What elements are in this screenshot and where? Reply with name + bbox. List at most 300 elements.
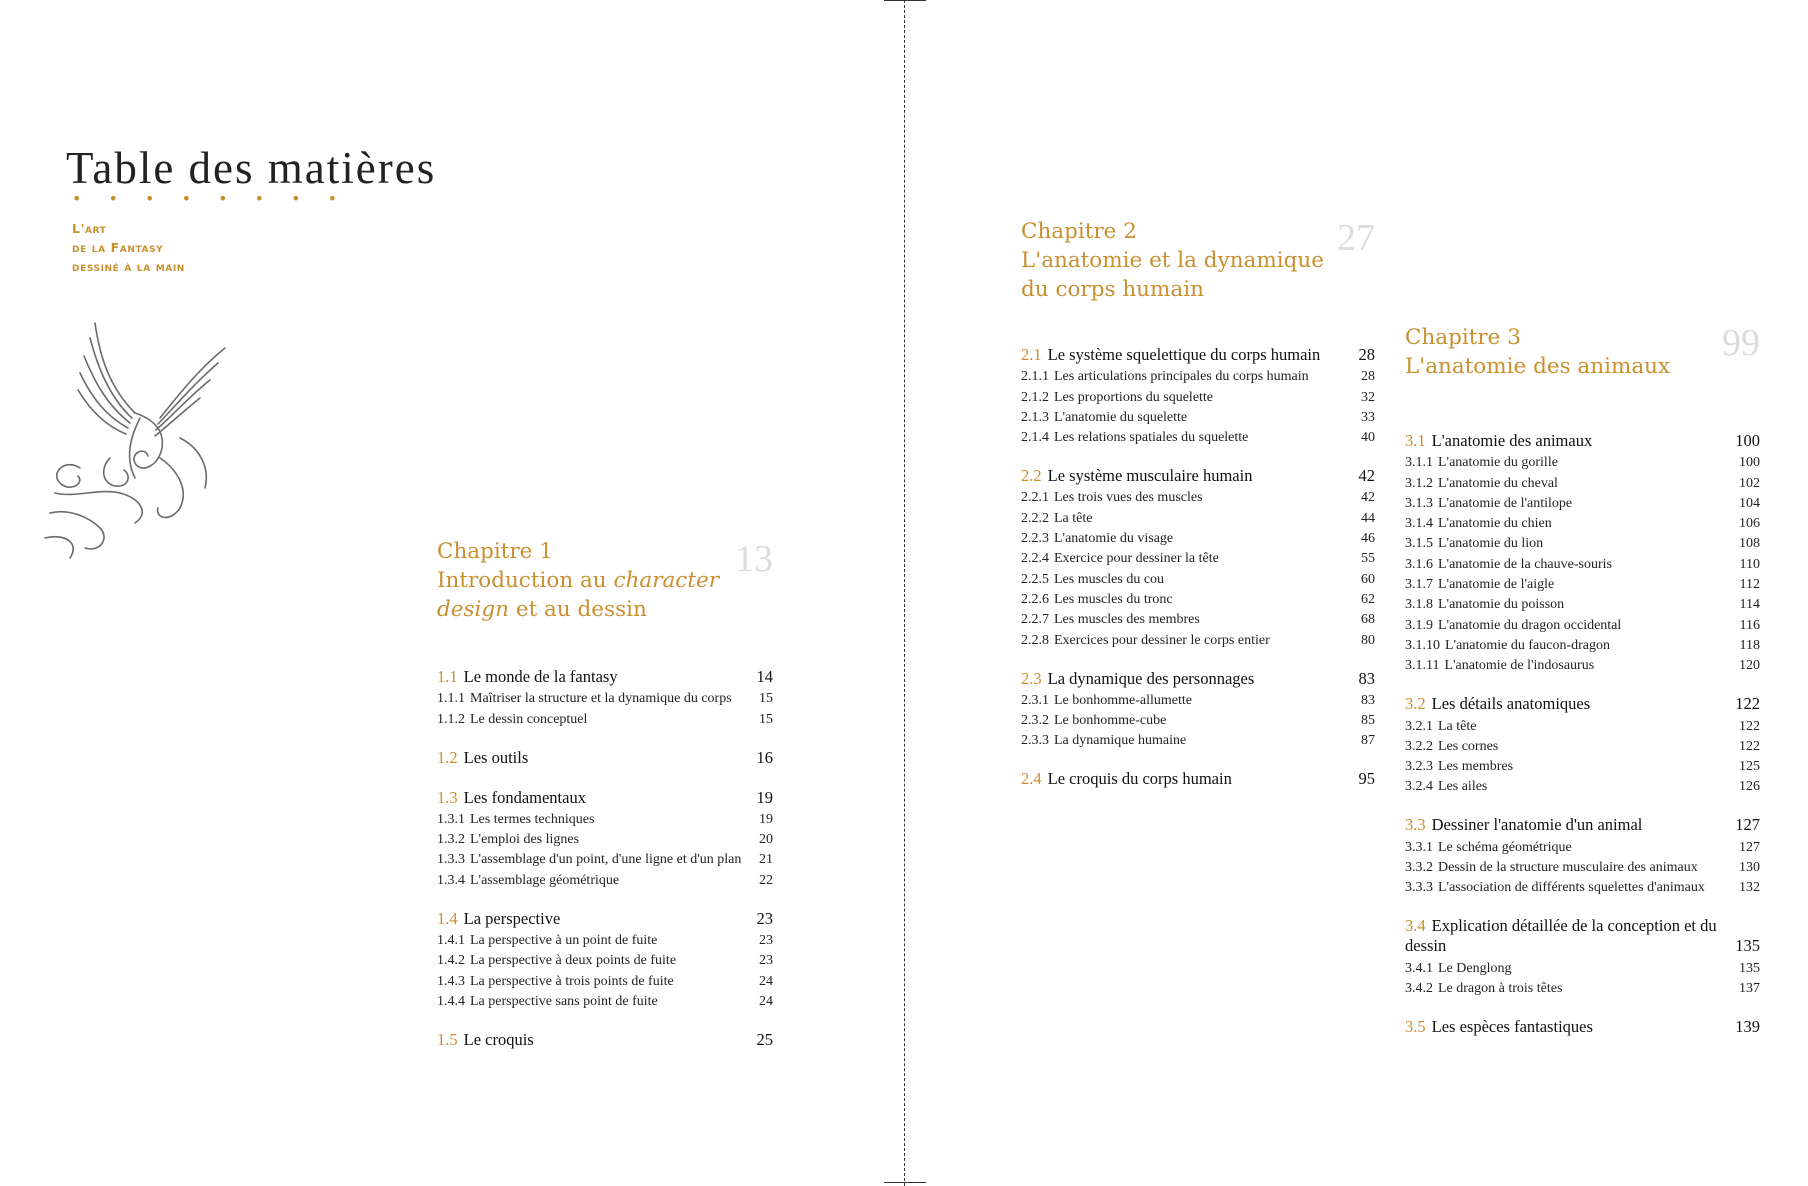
subsection-label bbox=[1405, 617, 1621, 634]
toc-section-entry[interactable] bbox=[1405, 431, 1760, 451]
section-page: 23 bbox=[756, 908, 773, 928]
toc-section-entry[interactable] bbox=[1405, 916, 1760, 956]
section-spacer bbox=[1021, 446, 1375, 466]
section-number: 3.4 bbox=[1405, 916, 1426, 936]
chapter-2 bbox=[1021, 217, 1375, 789]
section-number: 3.3 bbox=[1405, 815, 1426, 835]
section-title: Les outils bbox=[463, 747, 529, 767]
toc-subsection-entry[interactable] bbox=[1405, 657, 1760, 674]
subsection-page: 68 bbox=[1361, 612, 1375, 628]
subsection-label bbox=[1405, 596, 1564, 613]
subsection-page: 100 bbox=[1739, 455, 1760, 471]
toc-section-entry[interactable] bbox=[437, 909, 773, 929]
subsection-title: L'association de différents squelettes d'animaux bbox=[1438, 880, 1705, 896]
section-spacer bbox=[1021, 649, 1375, 669]
subsection-label bbox=[1405, 535, 1543, 552]
toc-subsection-entry[interactable] bbox=[1021, 712, 1375, 729]
toc-subsection-entry[interactable] bbox=[1405, 576, 1760, 593]
subsection-page: 104 bbox=[1739, 495, 1760, 511]
toc-subsection-entry[interactable] bbox=[437, 690, 773, 707]
subsection-title: L'assemblage d'un point, d'une ligne et d'un plan bbox=[470, 852, 742, 868]
section-title: Le système musculaire humain bbox=[1047, 466, 1253, 486]
toc-subsection-entry[interactable] bbox=[1021, 732, 1375, 749]
section-spacer bbox=[437, 889, 773, 909]
toc-subsection-entry[interactable] bbox=[1405, 535, 1760, 552]
section-page: 19 bbox=[756, 787, 773, 807]
subsection-page: 118 bbox=[1739, 637, 1760, 653]
subsection-label bbox=[1405, 576, 1554, 593]
subsection-title: Le bonhomme-cube bbox=[1054, 713, 1167, 729]
toc-section-entry[interactable] bbox=[437, 788, 773, 808]
subsection-title: Exercice pour dessiner la tête bbox=[1054, 551, 1219, 567]
toc-section-entry[interactable] bbox=[1021, 769, 1375, 789]
toc-subsection-entry[interactable] bbox=[437, 811, 773, 828]
section-title: Le croquis bbox=[463, 1029, 534, 1049]
subsection-number: 3.3.2 bbox=[1405, 860, 1433, 876]
toc-subsection-entry[interactable] bbox=[1405, 778, 1760, 795]
chapter-3 bbox=[1405, 323, 1760, 1037]
section-title: Le croquis du corps humain bbox=[1047, 769, 1232, 789]
subsection-label bbox=[1405, 839, 1572, 856]
subsection-number: 3.2.2 bbox=[1405, 738, 1433, 754]
section-spacer bbox=[437, 728, 773, 748]
section-page: 42 bbox=[1358, 466, 1375, 486]
toc-section-entry[interactable] bbox=[1021, 669, 1375, 689]
section-label bbox=[1405, 916, 1729, 956]
subsection-page: 120 bbox=[1739, 658, 1760, 674]
toc-subsection-entry[interactable] bbox=[1405, 718, 1760, 735]
toc-subsection-entry[interactable] bbox=[1021, 429, 1375, 446]
subsection-page: 132 bbox=[1739, 880, 1760, 896]
subsection-label bbox=[1021, 429, 1248, 446]
subsection-title: Maîtriser la structure et la dynamique du corps bbox=[470, 691, 732, 707]
subsection-title: La tête bbox=[1438, 718, 1477, 734]
toc-section-entry[interactable] bbox=[1021, 466, 1375, 486]
subsection-title: Les muscles du tronc bbox=[1054, 591, 1173, 607]
subsection-number: 3.1.11 bbox=[1405, 658, 1440, 674]
section-spacer bbox=[1405, 896, 1760, 916]
subsection-title: Le dragon à trois têtes bbox=[1438, 980, 1563, 996]
toc-subsection-entry[interactable] bbox=[437, 952, 773, 969]
toc-subsection-entry[interactable] bbox=[1021, 550, 1375, 567]
section-label bbox=[1021, 669, 1254, 689]
section-page: 127 bbox=[1735, 815, 1760, 835]
subsection-page: 116 bbox=[1739, 617, 1760, 633]
subsection-number: 3.1.7 bbox=[1405, 577, 1433, 593]
toc-subsection-entry[interactable] bbox=[1021, 389, 1375, 406]
section-title: Les détails anatomiques bbox=[1431, 694, 1591, 714]
subsection-label bbox=[1405, 879, 1705, 896]
subtitle-line: L'art bbox=[72, 221, 107, 236]
toc-section-entry[interactable] bbox=[1405, 1017, 1760, 1037]
subsection-title: L'anatomie du visage bbox=[1054, 531, 1174, 547]
subsection-label bbox=[1405, 980, 1562, 997]
toc-subsection-entry[interactable] bbox=[1021, 632, 1375, 649]
subsection-title: Le Denglong bbox=[1438, 960, 1512, 976]
subsection-page: 114 bbox=[1739, 597, 1760, 613]
toc-subsection-entry[interactable] bbox=[1405, 859, 1760, 876]
subsection-label bbox=[1021, 550, 1219, 567]
subsection-label bbox=[1405, 738, 1498, 755]
subsection-title: Les articulations principales du corps humain bbox=[1054, 369, 1309, 385]
section-title: La perspective bbox=[463, 908, 561, 928]
section-title: Explication détaillée de la conception et du dessin bbox=[1405, 916, 1717, 956]
section-title: Le monde de la fantasy bbox=[463, 667, 618, 686]
toc-subsection-entry[interactable] bbox=[1405, 879, 1760, 896]
subsection-title: L'anatomie du faucon-dragon bbox=[1445, 637, 1611, 653]
subsection-number: 2.3.2 bbox=[1021, 713, 1049, 729]
subsection-title: Le schéma géométrique bbox=[1438, 839, 1572, 855]
section-label bbox=[1405, 694, 1590, 714]
toc-subsection-entry[interactable] bbox=[1021, 530, 1375, 547]
toc-subsection-entry[interactable] bbox=[1021, 368, 1375, 385]
section-number: 2.2 bbox=[1021, 466, 1042, 486]
subsection-number: 2.2.3 bbox=[1021, 531, 1049, 547]
subsection-number: 3.2.3 bbox=[1405, 759, 1433, 775]
section-page: 16 bbox=[756, 747, 773, 767]
subsection-title: L'assemblage géométrique bbox=[470, 872, 620, 888]
subsection-page: 112 bbox=[1739, 577, 1760, 593]
subsection-label bbox=[1405, 960, 1511, 977]
subsection-label bbox=[1405, 475, 1558, 492]
section-page: 135 bbox=[1735, 936, 1760, 956]
section-number: 3.2 bbox=[1405, 694, 1426, 714]
chapter-heading bbox=[437, 537, 773, 624]
chapter-heading bbox=[1405, 323, 1760, 381]
subsection-page: 55 bbox=[1361, 551, 1375, 567]
subsection-title: L'anatomie du poisson bbox=[1438, 597, 1565, 613]
section-number: 1.2 bbox=[437, 747, 458, 767]
subsection-title: Le bonhomme-allumette bbox=[1054, 692, 1193, 708]
section-number: 1.3 bbox=[437, 787, 458, 807]
subsection-page: 62 bbox=[1361, 591, 1375, 607]
section-spacer bbox=[1021, 749, 1375, 769]
section-number: 3.5 bbox=[1405, 1016, 1426, 1036]
subsection-title: Les relations spatiales du squelette bbox=[1054, 430, 1249, 446]
subsection-label bbox=[1405, 556, 1612, 573]
section-number: 3.1 bbox=[1405, 431, 1426, 450]
section-page: 139 bbox=[1735, 1016, 1760, 1036]
toc-subsection-entry[interactable] bbox=[1021, 591, 1375, 608]
toc-subsection-entry[interactable] bbox=[437, 831, 773, 848]
subsection-title: Les ailes bbox=[1438, 779, 1488, 795]
subsection-title: La perspective à deux points de fuite bbox=[470, 953, 677, 969]
subsection-label bbox=[437, 851, 741, 868]
subsection-number: 2.2.1 bbox=[1021, 490, 1049, 506]
subsection-title: Les muscles des membres bbox=[1054, 612, 1200, 628]
subsection-page: 85 bbox=[1361, 713, 1375, 729]
toc-subsection-entry[interactable] bbox=[437, 851, 773, 868]
subsection-label bbox=[1021, 732, 1186, 749]
chapter-title-line: L'anatomie des animaux bbox=[1405, 354, 1671, 379]
subsection-page: 44 bbox=[1361, 510, 1375, 526]
subsection-title: Exercices pour dessiner le corps entier bbox=[1054, 632, 1270, 648]
toc-subsection-entry[interactable] bbox=[1021, 510, 1375, 527]
subsection-title: L'anatomie de la chauve-souris bbox=[1438, 556, 1612, 572]
subsection-title: La perspective à un point de fuite bbox=[470, 933, 658, 949]
section-page: 83 bbox=[1358, 668, 1375, 688]
subsection-page: 46 bbox=[1361, 531, 1375, 547]
subsection-title: L'anatomie du cheval bbox=[1438, 475, 1558, 491]
toc-subsection-entry[interactable] bbox=[1405, 495, 1760, 512]
subsection-page: 32 bbox=[1361, 389, 1375, 405]
subsection-page: 102 bbox=[1739, 475, 1760, 491]
subsection-label bbox=[1021, 632, 1270, 649]
toc-subsection-entry[interactable] bbox=[1021, 409, 1375, 426]
subsection-number: 1.4.3 bbox=[437, 973, 465, 989]
subsection-label bbox=[1405, 637, 1610, 654]
subsection-number: 3.1.8 bbox=[1405, 597, 1433, 613]
subsection-page: 80 bbox=[1361, 632, 1375, 648]
subsection-label bbox=[437, 872, 619, 889]
subsection-page: 106 bbox=[1739, 516, 1760, 532]
chapter-label: Chapitre 1 bbox=[437, 539, 553, 564]
subsection-number: 2.1.4 bbox=[1021, 430, 1049, 446]
subsection-number: 3.1.3 bbox=[1405, 495, 1433, 511]
chapter-title-line: du corps humain bbox=[1021, 277, 1204, 302]
subsection-number: 2.1.2 bbox=[1021, 389, 1049, 405]
section-page: 28 bbox=[1358, 345, 1375, 364]
subsection-page: 24 bbox=[759, 973, 773, 989]
subsection-number: 1.3.4 bbox=[437, 872, 465, 888]
subsection-number: 3.1.10 bbox=[1405, 637, 1440, 653]
subsection-number: 3.1.1 bbox=[1405, 455, 1433, 471]
section-title: Le système squelettique du corps humain bbox=[1047, 345, 1321, 364]
subsection-label bbox=[1021, 510, 1092, 527]
toc-subsection-entry[interactable] bbox=[1405, 556, 1760, 573]
section-title: La dynamique des personnages bbox=[1047, 668, 1255, 688]
subsection-label bbox=[437, 690, 732, 707]
subsection-number: 2.1.3 bbox=[1021, 409, 1049, 425]
subsection-title: La dynamique humaine bbox=[1054, 733, 1187, 749]
chapter-toc bbox=[1021, 345, 1375, 789]
section-spacer bbox=[437, 1010, 773, 1030]
chapter-heading bbox=[1021, 217, 1375, 304]
subsection-page: 23 bbox=[759, 953, 773, 969]
subsection-title: L'anatomie du gorille bbox=[1438, 455, 1558, 471]
subsection-page: 127 bbox=[1739, 839, 1760, 855]
section-label bbox=[1405, 1017, 1593, 1037]
subsection-number: 2.1.1 bbox=[1021, 369, 1049, 385]
toc-subsection-entry[interactable] bbox=[1405, 617, 1760, 634]
subsection-number: 1.4.2 bbox=[437, 953, 465, 969]
subsection-title: L'anatomie de l'antilope bbox=[1438, 495, 1573, 511]
phoenix-illustration bbox=[40, 318, 250, 563]
subsection-page: 135 bbox=[1739, 960, 1760, 976]
subsection-number: 2.2.7 bbox=[1021, 612, 1049, 628]
subsection-page: 108 bbox=[1739, 536, 1760, 552]
toc-subsection-entry[interactable] bbox=[1405, 596, 1760, 613]
section-label bbox=[1021, 345, 1320, 365]
book-subtitle bbox=[72, 219, 185, 276]
section-page: 122 bbox=[1735, 694, 1760, 714]
toc-subsection-entry[interactable] bbox=[1405, 960, 1760, 977]
toc-section-entry[interactable] bbox=[1405, 694, 1760, 714]
subsection-number: 1.1.1 bbox=[437, 691, 465, 707]
subsection-page: 21 bbox=[759, 852, 773, 868]
subsection-number: 1.1.2 bbox=[437, 711, 465, 727]
subsection-label bbox=[1021, 611, 1200, 628]
toc-subsection-entry[interactable] bbox=[1405, 758, 1760, 775]
toc-subsection-entry[interactable] bbox=[1405, 738, 1760, 755]
chapter-title-line: Introduction au character bbox=[437, 568, 719, 593]
section-spacer bbox=[1405, 674, 1760, 694]
section-title: Dessiner l'anatomie d'un animal bbox=[1431, 815, 1643, 835]
section-page: 95 bbox=[1358, 769, 1375, 789]
chapter-title-line: design et au dessin bbox=[437, 597, 647, 622]
subsection-label bbox=[1021, 530, 1173, 547]
section-number: 1.1 bbox=[437, 667, 458, 686]
subsection-number: 3.1.6 bbox=[1405, 556, 1433, 572]
toc-subsection-entry[interactable] bbox=[1021, 692, 1375, 709]
subsection-title: L'emploi des lignes bbox=[470, 832, 580, 848]
toc-subsection-entry[interactable] bbox=[1405, 475, 1760, 492]
subsection-number: 3.3.1 bbox=[1405, 839, 1433, 855]
subsection-title: Les trois vues des muscles bbox=[1054, 490, 1203, 506]
section-spacer bbox=[437, 768, 773, 788]
chapter-1 bbox=[437, 537, 773, 1050]
subsection-title: Les termes techniques bbox=[470, 811, 595, 827]
subsection-title: Les muscles du cou bbox=[1054, 571, 1165, 587]
subsection-number: 3.2.4 bbox=[1405, 779, 1433, 795]
subsection-label bbox=[1021, 571, 1164, 588]
subsection-label bbox=[1021, 368, 1309, 385]
subsection-page: 125 bbox=[1739, 759, 1760, 775]
subsection-page: 24 bbox=[759, 993, 773, 1009]
toc-subsection-entry[interactable] bbox=[437, 932, 773, 949]
subsection-label bbox=[1405, 778, 1487, 795]
chapter-page-number: 13 bbox=[735, 538, 773, 580]
chapter-page-number: 99 bbox=[1722, 322, 1760, 364]
subsection-number: 1.3.3 bbox=[437, 852, 465, 868]
subsection-page: 22 bbox=[759, 872, 773, 888]
subsection-number: 3.1.5 bbox=[1405, 536, 1433, 552]
subsection-label bbox=[1405, 515, 1552, 532]
subsection-number: 1.4.1 bbox=[437, 933, 465, 949]
toc-subsection-entry[interactable] bbox=[437, 872, 773, 889]
subsection-page: 83 bbox=[1361, 692, 1375, 708]
toc-subsection-entry[interactable] bbox=[1021, 611, 1375, 628]
subsection-title: Le dessin conceptuel bbox=[470, 711, 588, 727]
subsection-title: Les proportions du squelette bbox=[1054, 389, 1214, 405]
subsection-number: 3.1.2 bbox=[1405, 475, 1433, 491]
subsection-label bbox=[437, 831, 579, 848]
subsection-number: 1.3.2 bbox=[437, 832, 465, 848]
section-label bbox=[437, 909, 560, 929]
subsection-label bbox=[1021, 409, 1187, 426]
toc-subsection-entry[interactable] bbox=[1405, 454, 1760, 471]
subsection-page: 60 bbox=[1361, 571, 1375, 587]
subsection-label bbox=[437, 993, 658, 1010]
fold-mark-bottom bbox=[884, 1182, 926, 1183]
subsection-label bbox=[437, 973, 674, 990]
chapter-label: Chapitre 2 bbox=[1021, 219, 1137, 244]
subsection-label bbox=[437, 952, 676, 969]
subsection-number: 3.4.1 bbox=[1405, 960, 1433, 976]
subsection-number: 2.2.5 bbox=[1021, 571, 1049, 587]
subsection-number: 3.1.9 bbox=[1405, 617, 1433, 633]
toc-section-entry[interactable] bbox=[437, 748, 773, 768]
subsection-number: 2.2.2 bbox=[1021, 510, 1049, 526]
subsection-page: 126 bbox=[1739, 779, 1760, 795]
section-number: 2.1 bbox=[1021, 345, 1042, 364]
toc-section-entry[interactable] bbox=[437, 667, 773, 687]
subsection-page: 15 bbox=[759, 711, 773, 727]
toc-section-entry[interactable] bbox=[1405, 815, 1760, 835]
subsection-page: 15 bbox=[759, 691, 773, 707]
toc-section-entry[interactable] bbox=[1021, 345, 1375, 365]
subsection-title: Les cornes bbox=[1438, 738, 1499, 754]
subsection-label bbox=[437, 811, 594, 828]
subsection-number: 2.3.3 bbox=[1021, 733, 1049, 749]
subsection-page: 110 bbox=[1739, 556, 1760, 572]
toc-subsection-entry[interactable] bbox=[1405, 839, 1760, 856]
subsection-page: 20 bbox=[759, 832, 773, 848]
toc-subsection-entry[interactable] bbox=[1405, 515, 1760, 532]
subsection-number: 3.4.2 bbox=[1405, 980, 1433, 996]
chapter-title-line: L'anatomie et la dynamique bbox=[1021, 248, 1324, 273]
subsection-page: 28 bbox=[1361, 369, 1375, 385]
section-title: L'anatomie des animaux bbox=[1431, 431, 1593, 450]
page-fold-line bbox=[904, 0, 905, 1186]
toc-subsection-entry[interactable] bbox=[437, 993, 773, 1010]
toc-subsection-entry[interactable] bbox=[437, 711, 773, 728]
toc-section-entry[interactable] bbox=[437, 1030, 773, 1050]
subsection-number: 3.1.4 bbox=[1405, 516, 1433, 532]
subsection-title: La perspective à trois points de fuite bbox=[470, 973, 674, 989]
subsection-label bbox=[1021, 712, 1166, 729]
subsection-label bbox=[1405, 758, 1513, 775]
subsection-page: 130 bbox=[1739, 860, 1760, 876]
subsection-number: 2.2.4 bbox=[1021, 551, 1049, 567]
subsection-number: 1.3.1 bbox=[437, 811, 465, 827]
section-label bbox=[437, 1030, 534, 1050]
toc-subsection-entry[interactable] bbox=[1405, 637, 1760, 654]
section-page: 14 bbox=[756, 667, 773, 686]
subsection-page: 87 bbox=[1361, 733, 1375, 749]
subsection-number: 3.3.3 bbox=[1405, 880, 1433, 896]
section-label bbox=[1405, 815, 1642, 835]
chapter-label: Chapitre 3 bbox=[1405, 325, 1521, 350]
section-number: 1.5 bbox=[437, 1029, 458, 1049]
section-page: 25 bbox=[756, 1029, 773, 1049]
chapter-page-number: 27 bbox=[1337, 217, 1375, 259]
subtitle-line: dessiné à la main bbox=[72, 259, 185, 274]
subsection-title: L'anatomie de l'aigle bbox=[1438, 577, 1555, 593]
subsection-label bbox=[437, 932, 657, 949]
subsection-label bbox=[1405, 454, 1558, 471]
subsection-page: 23 bbox=[759, 933, 773, 949]
chapter-toc bbox=[1405, 431, 1760, 1037]
section-number: 2.4 bbox=[1021, 769, 1042, 789]
subsection-title: L'anatomie du dragon occidental bbox=[1438, 617, 1622, 633]
subsection-label bbox=[1021, 389, 1213, 406]
subsection-page: 19 bbox=[759, 811, 773, 827]
section-spacer bbox=[1405, 997, 1760, 1017]
subsection-title: L'anatomie du squelette bbox=[1054, 409, 1188, 425]
subsection-label bbox=[1021, 692, 1192, 709]
section-title: Les espèces fantastiques bbox=[1431, 1016, 1593, 1036]
subsection-label bbox=[437, 711, 587, 728]
section-number: 2.3 bbox=[1021, 668, 1042, 688]
subsection-number: 2.2.8 bbox=[1021, 632, 1049, 648]
subsection-number: 1.4.4 bbox=[437, 993, 465, 1009]
toc-subsection-entry[interactable] bbox=[1405, 980, 1760, 997]
toc-subsection-entry[interactable] bbox=[437, 973, 773, 990]
subsection-title: L'anatomie du chien bbox=[1438, 516, 1552, 532]
toc-subsection-entry[interactable] bbox=[1021, 571, 1375, 588]
toc-subsection-entry[interactable] bbox=[1021, 489, 1375, 506]
